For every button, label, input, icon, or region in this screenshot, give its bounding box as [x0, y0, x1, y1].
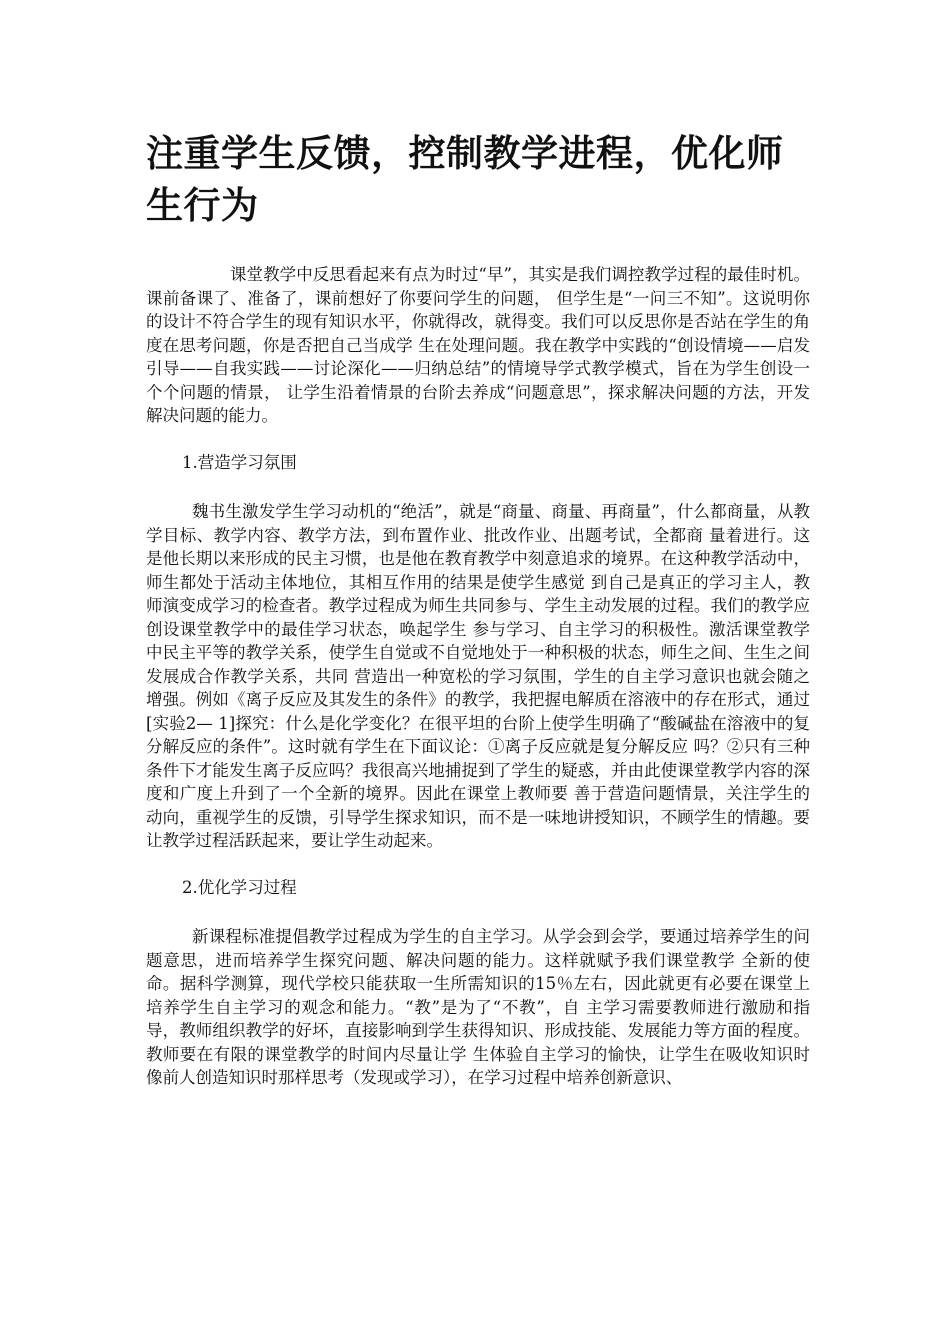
section-1-paragraph: 魏书生激发学生学习动机的“绝活”，就是“商量、商量、再商量”，什么都商量，从教学目标、教学内容、教学方法，到布置作业、批改作业、出题考试，全都商 量着进行。这是他长期以来形成的民主习惯，也是他在教育教学中刻意追求的境界。在这种教学活动中，师生都处于活动主体地位，其相互作用的结果是使学生感觉 到自己是真正的学习主人，教师演变成学习的检查者。教学过程成为师生共同参与、学生主动发展的过程。我们的教学应创设课堂教学中的最佳学习状态，唤起学生 参与学习、自主学习的积极性。激活课堂教学中民主平等的教学关系，使学生自觉或不自觉地处于一种积极的状态，师生之间、生生之间发展成合作教学关系，共同 营造出一种宽松的学习氛围，学生的自主学习意识也就会随之增强。例如《离子反应及其发生的条件》的教学，我把握电解质在溶液中的存在形式，通过[实验2— 1]探究：什么是化学变化？在很平坦的台阶上使学生明确了“酸碱盐在溶液中的复分解反应的条件”。这时就有学生在下面议论：①离子反应就是复分解反应 吗？②只有三种条件下才能发生离子反应吗？我很高兴地捕捉到了学生的疑惑，并由此使课堂教学内容的深度和广度上升到了一个全新的境界。因此在课堂上教师要 善于营造问题情景，关注学生的动向，重视学生的反馈，引导学生探求知识，而不是一味地讲授知识，不顾学生的情趣。要让教学过程活跃起来，要让学生动起来。 [146, 502, 810, 850]
document-title: 注重学生反馈，控制教学进程，优化师生行为 [146, 132, 784, 227]
intro-paragraph: 课堂教学中反思看起来有点为时过“早”，其实是我们调控教学过程的最佳时机。课前备课了、准备了，课前想好了你要问学生的问题， 但学生是“一问三不知”。这说明你的设计不符合学生的现有知识水平，你就得改，就得变。我们可以反思你是否站在学生的角度在思考问题，你是否把自己当成学 生在处理问题。我在教学中实践的“创设情境——启发引导——自我实践——讨论深化——归纳总结”的情境导学式教学模式，旨在为学生创设一个个问题的情景， 让学生沿着情景的台阶去养成“问题意思”，探求解决问题的方法，开发解决问题的能力。 [146, 265, 810, 425]
section-heading-2: 2.优化学习过程 [182, 877, 297, 897]
document-page [146, 128, 810, 1090]
section-2-paragraph: 新课程标准提倡教学过程成为学生的自主学习。从学会到会学，要通过培养学生的问题意思，进而培养学生探究问题、解决问题的能力。这样就赋予我们课堂教学 全新的使命。据科学测算，现代学校只能获取一生所需知识的15％左右，因此就更有必要在课堂上培养学生自主学习的观念和能力。“教”是为了“不教”，自 主学习需要教师进行激励和指导，教师组织教学的好坏，直接影响到学生获得知识、形成技能、发展能力等方面的程度。教师要在有限的课堂教学的时间内尽量让学 生体验自主学习的愉快，让学生在吸收知识时像前人创造知识时那样思考（发现或学习），在学习过程中培养创新意识、 [146, 927, 810, 1087]
section-heading-1: 1.营造学习氛围 [182, 452, 297, 472]
